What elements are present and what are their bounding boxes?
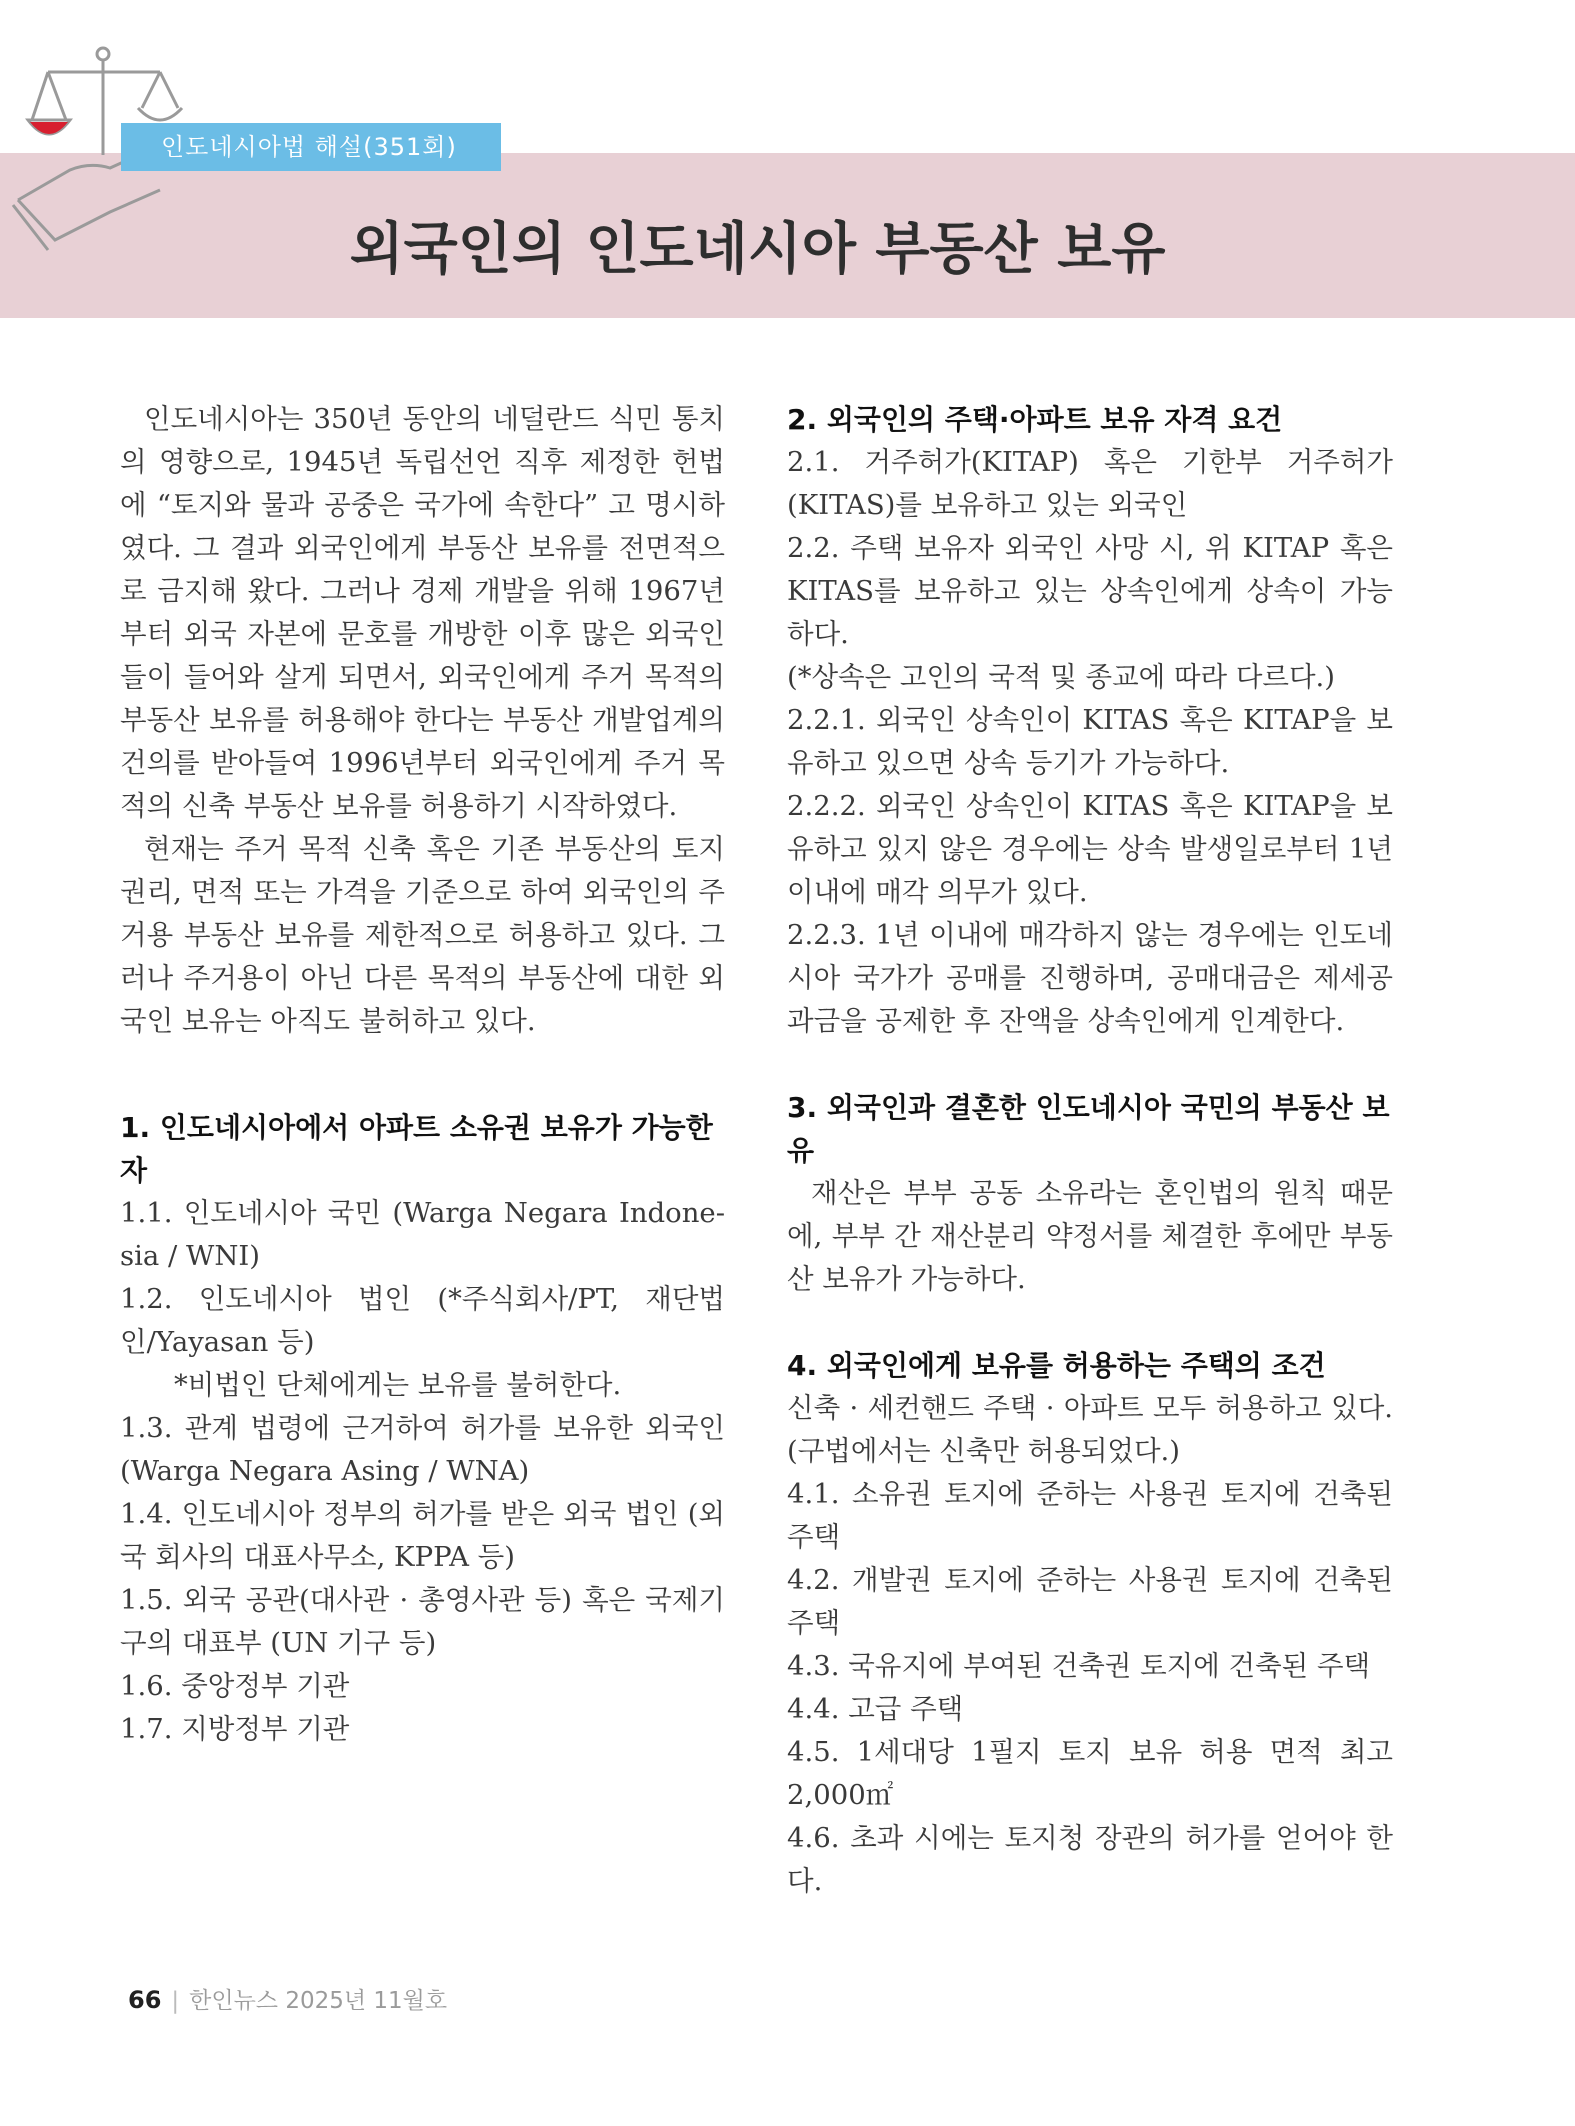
list-item: 2.2.3. 1년 이내에 매각하지 않는 경우에는 인도네시아 국가가 공매를 진행하며, 공매대금은 제세공과금을 공제한 후 잔액을 상속인에게 인계한다. — [787, 919, 1393, 1037]
page-footer — [128, 1982, 447, 2015]
list-item: 1.4. 인도네시아 정부의 허가를 받은 외국 법인 (외국 회사의 대표사무소, KPPA 등) — [120, 1498, 725, 1573]
intro-paragraph-2: 현재는 주거 목적 신축 혹은 기존 부동산의 토지 권리, 면적 또는 가격을 기준으로 하여 외국인의 주거용 부동산 보유를 제한적으로 허용하고 있다. 그러나 주거용이 아닌 다른 목적의 부동산에 대한 외국인 보유는 아직도 불허하고 있다. — [120, 833, 725, 1037]
list-item: 1.6. 중앙정부 기관 — [120, 1670, 350, 1702]
list-item: 4.1. 소유권 토지에 준하는 사용권 토지에 건축된 주택 — [787, 1478, 1393, 1553]
list-item: (*상속은 고인의 국적 및 종교에 따라 다르다.) — [787, 661, 1336, 693]
list-item: 1.7. 지방정부 기관 — [120, 1713, 350, 1745]
left-column — [120, 398, 725, 1751]
section-2-heading: 2. 외국인의 주택·아파트 보유 자격 요건 — [787, 403, 1283, 436]
note-text: *비법인 단체에게는 보유를 불허한다. — [174, 1369, 622, 1401]
section-3-heading: 3. 외국인과 결혼한 인도네시아 국민의 부동산 보유 — [787, 1091, 1390, 1167]
section-3-body: 재산은 부부 공동 소유라는 혼인법의 원칙 때문에, 부부 간 재산분리 약정서를 체결한 후에만 부동산 보유가 가능하다. — [787, 1177, 1393, 1295]
list-item: 1.1. 인도네시아 국민 (Warga Negara Indone-sia / WNI) — [120, 1197, 725, 1272]
publication-label: 한인뉴스 2025년 11월호 — [189, 1988, 448, 2014]
list-item: 2.2.2. 외국인 상속인이 KITAS 혹은 KITAP을 보유하고 있지 않은 경우에는 상속 발생일로부터 1년 이내에 매각 의무가 있다. — [787, 790, 1393, 908]
list-item: 4.6. 초과 시에는 토지청 장관의 허가를 얻어야 한다. — [787, 1822, 1393, 1897]
list-item: 2.2.1. 외국인 상속인이 KITAS 혹은 KITAP을 보유하고 있으면 상속 등기가 가능하다. — [787, 704, 1393, 779]
list-item: 2.2. 주택 보유자 외국인 사망 시, 위 KITAP 혹은 KITAS를 보유하고 있는 상속인에게 상속이 가능하다. — [787, 532, 1393, 650]
list-item: 4.3. 국유지에 부여된 건축권 토지에 건축된 주택 — [787, 1650, 1371, 1682]
section-1-heading: 1. 인도네시아에서 아파트 소유권 보유가 가능한 자 — [120, 1111, 713, 1187]
list-item: 1.2. 인도네시아 법인 (*주식회사/PT, 재단법인/Yayasan 등) — [120, 1283, 725, 1358]
right-column — [787, 398, 1393, 1903]
page-number: 66 — [128, 1986, 162, 2014]
list-item: 2.1. 거주허가(KITAP) 혹은 기한부 거주허가(KITAS)를 보유하고 있는 외국인 — [787, 446, 1393, 521]
series-tag: 인도네시아법 해설(351회) — [121, 123, 501, 171]
list-item: 1.5. 외국 공관(대사관 · 총영사관 등) 혹은 국제기구의 대표부 (UN 기구 등) — [120, 1584, 725, 1659]
list-item: 4.2. 개발권 토지에 준하는 사용권 토지에 건축된 주택 — [787, 1564, 1393, 1639]
intro-paragraph-1: 인도네시아는 350년 동안의 네덜란드 식민 통치의 영향으로, 1945년 독립선언 직후 제정한 헌법에 “토지와 물과 공중은 국가에 속한다” 고 명시하였다. 그 결과 외국인에게 부동산 보유를 전면적으로 금지해 왔다. 그러나 경제 개발을 위해 1967년부터 외국 자본에 문호를 개방한 이후 많은 외국인들이 들어와 살게 되면서, 외국인에게 주거 목적의 부동산 보유를 허용해야 한다는 부동산 개발업계의 건의를 받아들여 1996년부터 외국인에게 주거 목적의 신축 부동산 보유를 허용하기 시작하였다. — [120, 403, 725, 822]
section-4-body: 신축 · 세컨핸드 주택 · 아파트 모두 허용하고 있다. (구법에서는 신축만 허용되었다.) — [787, 1392, 1393, 1467]
list-item: 1.3. 관계 법령에 근거하여 허가를 보유한 외국인 (Warga Negara Asing / WNA) — [120, 1412, 725, 1487]
list-item: 4.4. 고급 주택 — [787, 1693, 964, 1725]
list-item: 4.5. 1세대당 1필지 토지 보유 허용 면적 최고 2,000㎡ — [787, 1736, 1393, 1811]
page-title: 외국인의 인도네시아 부동산 보유 — [349, 216, 1166, 282]
section-4-heading: 4. 외국인에게 보유를 허용하는 주택의 조건 — [787, 1349, 1326, 1382]
footer-separator: | — [171, 1988, 180, 2014]
